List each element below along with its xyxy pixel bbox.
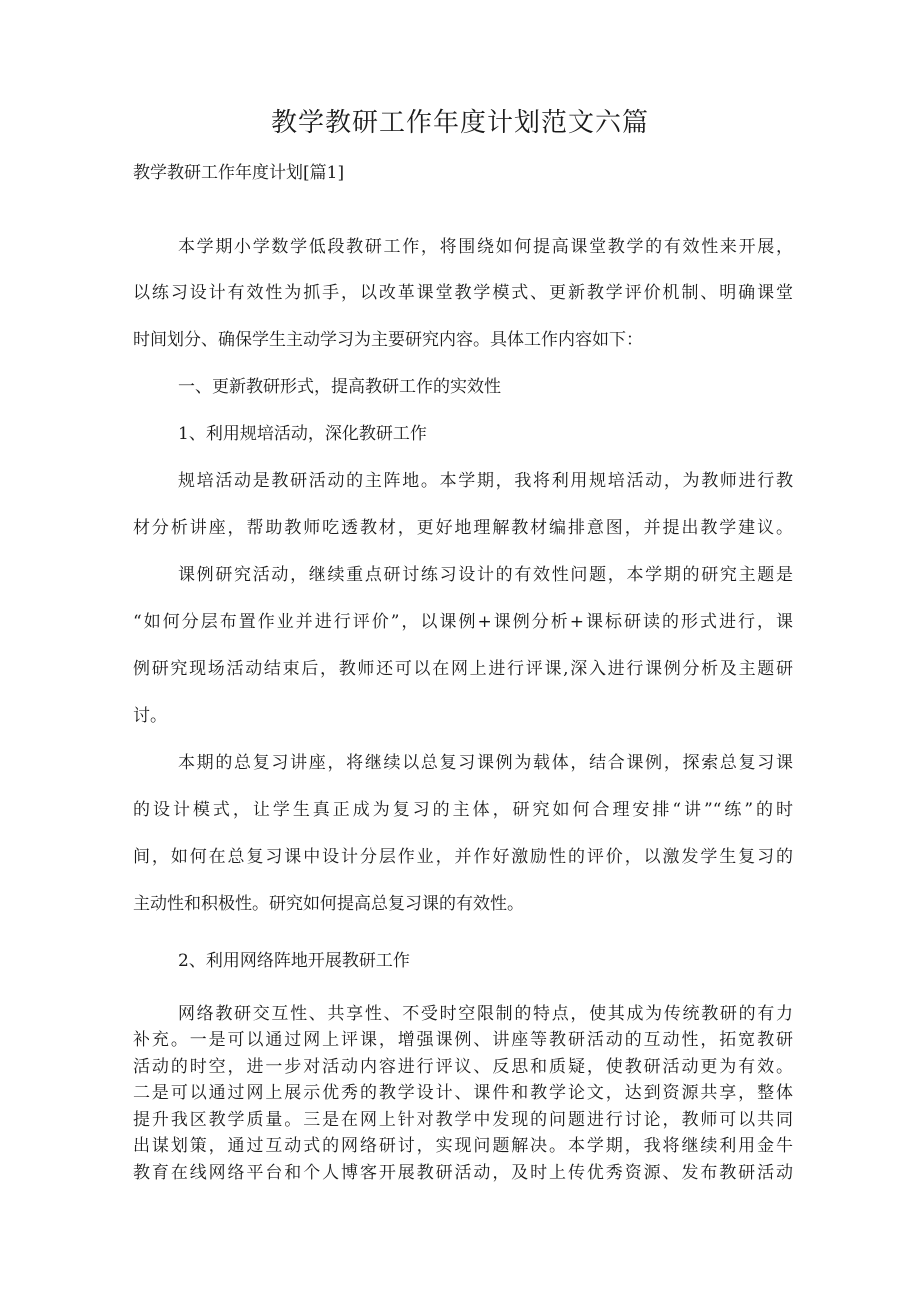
- paragraph-line: 活动的时空，进一步对活动内容进行评议、反思和质疑，使教研活动更为有效。: [133, 1057, 793, 1077]
- paragraph-line: 材分析讲座，帮助教师吃透教材，更好地理解教材编排意图，并提出教学建议。: [133, 518, 793, 538]
- paragraph-line: 讨。: [133, 706, 167, 726]
- paragraph-line: 间，如何在总复习课中设计分层作业，并作好激励性的评价，以激发学生复习的: [133, 847, 793, 867]
- heading-1: 一、更新教研形式，提高教研工作的实效性: [178, 377, 501, 397]
- section-heading: 教学教研工作年度计划[篇1]: [133, 163, 345, 183]
- paragraph-line: “如何分层布置作业并进行评价”，以课例+课例分析+课标研读的形式进行，课: [133, 612, 793, 632]
- document-title: 教学教研工作年度计划范文六篇: [270, 108, 649, 138]
- paragraph-line: 规培活动是教研活动的主阵地。本学期，我将利用规培活动，为教师进行教: [178, 471, 793, 491]
- paragraph-line: 本期的总复习讲座，将继续以总复习课例为载体，结合课例，探索总复习课: [178, 753, 793, 773]
- paragraph-line: 课例研究活动，继续重点研讨练习设计的有效性问题，本学期的研究主题是: [178, 565, 793, 585]
- paragraph-line: 时间划分、确保学生主动学习为主要研究内容。具体工作内容如下：: [133, 330, 643, 350]
- paragraph-line: 的设计模式，让学生真正成为复习的主体，研究如何合理安排“讲”“练”的时: [133, 800, 793, 820]
- paragraph-line: 二是可以通过网上展示优秀的教学设计、课件和教学论文，达到资源共享，整体: [133, 1083, 793, 1103]
- heading-1-2: 2、利用网络阵地开展教研工作: [178, 951, 410, 971]
- paragraph-line: 教育在线网络平台和个人博客开展教研活动，及时上传优秀资源、发布教研活动: [133, 1163, 793, 1183]
- paragraph-line: 出谋划策，通过互动式的网络研讨，实现问题解决。本学期，我将继续利用金牛: [133, 1136, 793, 1156]
- paragraph-line: 以练习设计有效性为抓手，以改革课堂教学模式、更新教学评价机制、明确课堂: [133, 283, 793, 303]
- heading-1-1: 1、利用规培活动，深化教研工作: [178, 424, 427, 444]
- paragraph-line: 例研究现场活动结束后，教师还可以在网上进行评课,深入进行课例分析及主题研: [133, 659, 793, 679]
- paragraph-line: 提升我区教学质量。三是在网上针对教学中发现的问题进行讨论，教师可以共同: [133, 1110, 793, 1130]
- paragraph-line: 补充。一是可以通过网上评课，增强课例、讲座等教研活动的互动性，拓宽教研: [133, 1030, 793, 1050]
- paragraph-line: 主动性和积极性。研究如何提高总复习课的有效性。: [133, 894, 524, 914]
- paragraph-line: 网络教研交互性、共享性、不受时空限制的特点，使其成为传统教研的有力: [178, 1004, 793, 1024]
- paragraph-line: 本学期小学数学低段教研工作，将围绕如何提高课堂教学的有效性来开展，: [178, 237, 793, 257]
